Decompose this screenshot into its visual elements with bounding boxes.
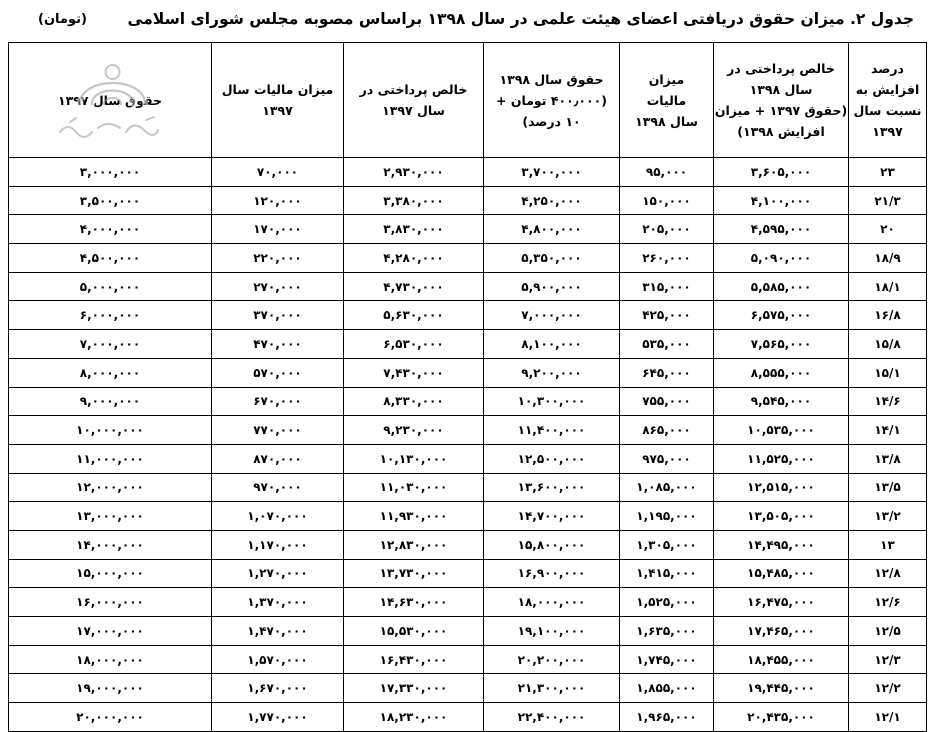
- cell-tax-1397: ۷۷۰,۰۰۰: [212, 416, 344, 445]
- cell-net-pay-1397: ۴,۷۳۰,۰۰۰: [344, 272, 484, 301]
- cell-tax-1398: ۷۵۵,۰۰۰: [620, 387, 714, 416]
- cell-net-pay-1397: ۲,۹۳۰,۰۰۰: [344, 158, 484, 187]
- header-line: خالص پرداختی در: [359, 82, 468, 97]
- table-row: [9, 645, 927, 674]
- table-row: [9, 502, 927, 531]
- header-line: سال ۱۳۹۸: [635, 113, 698, 129]
- cell-salary-1397: ۱۴,۰۰۰,۰۰۰: [9, 530, 212, 559]
- cell-tax-1397: ۶۷۰,۰۰۰: [212, 387, 344, 416]
- cell-salary-1398: ۵,۹۰۰,۰۰۰: [484, 272, 620, 301]
- cell-salary-1398: ۷,۰۰۰,۰۰۰: [484, 301, 620, 330]
- cell-tax-1397: ۱,۶۷۰,۰۰۰: [212, 674, 344, 703]
- cell-tax-1398: ۲۶۰,۰۰۰: [620, 244, 714, 273]
- cell-salary-1398: ۱۴,۷۰۰,۰۰۰: [484, 502, 620, 531]
- cell-tax-1398: ۸۶۵,۰۰۰: [620, 416, 714, 445]
- header-line: افزایش ۱۳۹۸): [737, 124, 825, 139]
- cell-net-pay-1397: ۱۴,۶۳۰,۰۰۰: [344, 588, 484, 617]
- cell-salary-1398: ۱۲,۵۰۰,۰۰۰: [484, 444, 620, 473]
- cell-salary-1398: ۲۱,۳۰۰,۰۰۰: [484, 674, 620, 703]
- cell-salary-1398: ۹,۲۰۰,۰۰۰: [484, 358, 620, 387]
- cell-tax-1398: ۱,۰۸۵,۰۰۰: [620, 473, 714, 502]
- cell-salary-1397: ۳,۵۰۰,۰۰۰: [9, 186, 212, 215]
- cell-tax-1398: ۳۱۵,۰۰۰: [620, 272, 714, 301]
- cell-tax-1397: ۷۰,۰۰۰: [212, 158, 344, 187]
- cell-net-pay-1398: ۲۰,۴۳۵,۰۰۰: [714, 703, 849, 732]
- cell-net-pay-1398: ۱۲,۵۱۵,۰۰۰: [714, 473, 849, 502]
- cell-tax-1397: ۹۷۰,۰۰۰: [212, 473, 344, 502]
- cell-salary-1397: ۸,۰۰۰,۰۰۰: [9, 358, 212, 387]
- cell-increase-percent: ۱۳: [849, 530, 927, 559]
- cell-increase-percent: ۱۶/۸: [849, 301, 927, 330]
- cell-salary-1397: ۱۵,۰۰۰,۰۰۰: [9, 559, 212, 588]
- table-row: [9, 301, 927, 330]
- cell-salary-1397: ۱۰,۰۰۰,۰۰۰: [9, 416, 212, 445]
- cell-net-pay-1397: ۳,۸۳۰,۰۰۰: [344, 215, 484, 244]
- cell-net-pay-1397: ۴,۲۸۰,۰۰۰: [344, 244, 484, 273]
- header-line: درصد: [871, 61, 904, 76]
- header-net-pay-1397: [344, 43, 484, 158]
- cell-net-pay-1398: ۸,۵۵۵,۰۰۰: [714, 358, 849, 387]
- cell-salary-1397: ۶,۰۰۰,۰۰۰: [9, 301, 212, 330]
- cell-tax-1398: ۱,۹۶۵,۰۰۰: [620, 703, 714, 732]
- header-line: (حقوق ۱۳۹۷ + میزان: [714, 103, 848, 118]
- table-row: [9, 703, 927, 732]
- document-header: [0, 0, 932, 42]
- cell-net-pay-1398: ۱۷,۴۶۵,۰۰۰: [714, 617, 849, 646]
- cell-salary-1398: ۱۱,۴۰۰,۰۰۰: [484, 416, 620, 445]
- cell-net-pay-1398: ۱۹,۴۴۵,۰۰۰: [714, 674, 849, 703]
- table-row: [9, 674, 927, 703]
- header-line: (۴۰۰٫۰۰۰ تومان +: [496, 92, 607, 108]
- cell-tax-1397: ۲۲۰,۰۰۰: [212, 244, 344, 273]
- header-line: ۱۰ درصد): [522, 113, 581, 129]
- cell-net-pay-1398: ۱۱,۵۲۵,۰۰۰: [714, 444, 849, 473]
- cell-salary-1397: ۱۳,۰۰۰,۰۰۰: [9, 502, 212, 531]
- cell-increase-percent: ۱۸/۹: [849, 244, 927, 273]
- table-row: [9, 588, 927, 617]
- header-line: حقوق سال ۱۳۹۸: [499, 71, 604, 87]
- cell-salary-1397: ۹,۰۰۰,۰۰۰: [9, 387, 212, 416]
- cell-salary-1398: ۱۶,۹۰۰,۰۰۰: [484, 559, 620, 588]
- header-tax-1397: [212, 43, 344, 158]
- cell-tax-1398: ۱۵۰,۰۰۰: [620, 186, 714, 215]
- header-line: افزایش به: [855, 82, 920, 97]
- header-row: [9, 43, 927, 158]
- cell-salary-1398: ۱۵,۸۰۰,۰۰۰: [484, 530, 620, 559]
- table-row: [9, 444, 927, 473]
- cell-increase-percent: ۲۰: [849, 215, 927, 244]
- header-line: نسبت سال: [853, 103, 922, 118]
- cell-tax-1398: ۹۵,۰۰۰: [620, 158, 714, 187]
- table-title: جدول ۲. میزان حقوق دریافتی اعضای هیئت علمی در سال ۱۳۹۸ براساس مصوبه مجلس شورای اسلامی: [127, 10, 914, 28]
- cell-salary-1397: ۷,۰۰۰,۰۰۰: [9, 330, 212, 359]
- header-salary-1397: [9, 43, 212, 158]
- cell-salary-1397: ۱۹,۰۰۰,۰۰۰: [9, 674, 212, 703]
- cell-increase-percent: ۱۲/۵: [849, 617, 927, 646]
- cell-net-pay-1397: ۸,۳۳۰,۰۰۰: [344, 387, 484, 416]
- cell-salary-1397: ۳,۰۰۰,۰۰۰: [9, 158, 212, 187]
- cell-net-pay-1397: ۹,۲۳۰,۰۰۰: [344, 416, 484, 445]
- cell-tax-1398: ۱,۳۰۵,۰۰۰: [620, 530, 714, 559]
- cell-net-pay-1398: ۹,۵۴۵,۰۰۰: [714, 387, 849, 416]
- cell-net-pay-1397: ۱۱,۰۳۰,۰۰۰: [344, 473, 484, 502]
- salary-table: [8, 42, 927, 732]
- cell-salary-1397: ۱۸,۰۰۰,۰۰۰: [9, 645, 212, 674]
- cell-tax-1397: ۱,۷۷۰,۰۰۰: [212, 703, 344, 732]
- header-salary-1398: [484, 43, 620, 158]
- cell-salary-1398: ۱۸,۰۰۰,۰۰۰: [484, 588, 620, 617]
- cell-tax-1397: ۱,۲۷۰,۰۰۰: [212, 559, 344, 588]
- cell-tax-1397: ۱,۰۷۰,۰۰۰: [212, 502, 344, 531]
- cell-tax-1397: ۳۷۰,۰۰۰: [212, 301, 344, 330]
- cell-salary-1398: ۳,۷۰۰,۰۰۰: [484, 158, 620, 187]
- cell-tax-1398: ۵۳۵,۰۰۰: [620, 330, 714, 359]
- table-row: [9, 530, 927, 559]
- header-line: حقوق سال ۱۳۹۷: [57, 92, 163, 108]
- cell-net-pay-1397: ۱۶,۴۳۰,۰۰۰: [344, 645, 484, 674]
- cell-tax-1398: ۴۲۵,۰۰۰: [620, 301, 714, 330]
- header-line: سال ۱۳۹۸: [749, 82, 813, 97]
- cell-net-pay-1398: ۱۶,۴۷۵,۰۰۰: [714, 588, 849, 617]
- cell-tax-1397: ۱,۴۷۰,۰۰۰: [212, 617, 344, 646]
- header-line: ۱۳۹۷: [262, 103, 293, 118]
- cell-net-pay-1398: ۱۸,۴۵۵,۰۰۰: [714, 645, 849, 674]
- table-row: [9, 416, 927, 445]
- cell-tax-1398: ۱,۴۱۵,۰۰۰: [620, 559, 714, 588]
- cell-tax-1397: ۱,۳۷۰,۰۰۰: [212, 588, 344, 617]
- cell-net-pay-1398: ۳,۶۰۵,۰۰۰: [714, 158, 849, 187]
- table-row: [9, 158, 927, 187]
- header-line: ۱۳۹۷: [872, 124, 903, 139]
- cell-salary-1397: ۴,۵۰۰,۰۰۰: [9, 244, 212, 273]
- cell-increase-percent: ۱۲/۲: [849, 674, 927, 703]
- cell-net-pay-1398: ۵,۵۸۵,۰۰۰: [714, 272, 849, 301]
- cell-salary-1398: ۲۲,۴۰۰,۰۰۰: [484, 703, 620, 732]
- cell-net-pay-1398: ۱۵,۴۸۵,۰۰۰: [714, 559, 849, 588]
- table-row: [9, 387, 927, 416]
- table-row: [9, 358, 927, 387]
- cell-salary-1398: ۸,۱۰۰,۰۰۰: [484, 330, 620, 359]
- cell-tax-1398: ۱,۶۳۵,۰۰۰: [620, 617, 714, 646]
- cell-tax-1397: ۸۷۰,۰۰۰: [212, 444, 344, 473]
- cell-salary-1398: ۱۹,۱۰۰,۰۰۰: [484, 617, 620, 646]
- cell-salary-1398: ۱۳,۶۰۰,۰۰۰: [484, 473, 620, 502]
- cell-increase-percent: ۱۵/۸: [849, 330, 927, 359]
- table-row: [9, 473, 927, 502]
- table-body: [9, 158, 927, 732]
- table-row: [9, 215, 927, 244]
- cell-salary-1397: ۱۱,۰۰۰,۰۰۰: [9, 444, 212, 473]
- cell-net-pay-1398: ۱۴,۴۹۵,۰۰۰: [714, 530, 849, 559]
- cell-salary-1397: ۴,۰۰۰,۰۰۰: [9, 215, 212, 244]
- cell-net-pay-1397: ۱۲,۸۳۰,۰۰۰: [344, 530, 484, 559]
- cell-net-pay-1397: ۳,۳۸۰,۰۰۰: [344, 186, 484, 215]
- cell-tax-1397: ۱۷۰,۰۰۰: [212, 215, 344, 244]
- currency-unit: (تومان): [38, 12, 87, 27]
- cell-salary-1397: ۵,۰۰۰,۰۰۰: [9, 272, 212, 301]
- cell-increase-percent: ۱۲/۱: [849, 703, 927, 732]
- table-row: [9, 272, 927, 301]
- cell-tax-1398: ۲۰۵,۰۰۰: [620, 215, 714, 244]
- cell-salary-1398: ۱۰,۳۰۰,۰۰۰: [484, 387, 620, 416]
- cell-net-pay-1398: ۴,۵۹۵,۰۰۰: [714, 215, 849, 244]
- header-tax-1398: [620, 43, 714, 158]
- cell-increase-percent: ۱۵/۱: [849, 358, 927, 387]
- header-line: سال ۱۳۹۷: [382, 103, 445, 118]
- cell-salary-1398: ۲۰,۲۰۰,۰۰۰: [484, 645, 620, 674]
- cell-salary-1398: ۵,۳۵۰,۰۰۰: [484, 244, 620, 273]
- cell-tax-1398: ۹۷۵,۰۰۰: [620, 444, 714, 473]
- cell-tax-1398: ۱,۵۲۵,۰۰۰: [620, 588, 714, 617]
- cell-increase-percent: ۲۳: [849, 158, 927, 187]
- cell-tax-1397: ۱,۵۷۰,۰۰۰: [212, 645, 344, 674]
- cell-net-pay-1397: ۶,۵۳۰,۰۰۰: [344, 330, 484, 359]
- header-increase-percent: [849, 43, 927, 158]
- table-row: [9, 617, 927, 646]
- cell-salary-1398: ۴,۸۰۰,۰۰۰: [484, 215, 620, 244]
- cell-tax-1398: ۱,۱۹۵,۰۰۰: [620, 502, 714, 531]
- header-net-pay-1398: [714, 43, 849, 158]
- cell-net-pay-1397: ۱۵,۵۳۰,۰۰۰: [344, 617, 484, 646]
- cell-increase-percent: ۲۱/۳: [849, 186, 927, 215]
- cell-net-pay-1397: ۱۱,۹۳۰,۰۰۰: [344, 502, 484, 531]
- cell-net-pay-1398: ۶,۵۷۵,۰۰۰: [714, 301, 849, 330]
- cell-increase-percent: ۱۴/۱: [849, 416, 927, 445]
- cell-tax-1397: ۴۷۰,۰۰۰: [212, 330, 344, 359]
- cell-salary-1398: ۴,۲۵۰,۰۰۰: [484, 186, 620, 215]
- cell-increase-percent: ۱۲/۶: [849, 588, 927, 617]
- cell-increase-percent: ۱۲/۳: [849, 645, 927, 674]
- cell-tax-1397: ۱,۱۷۰,۰۰۰: [212, 530, 344, 559]
- table-row: [9, 186, 927, 215]
- cell-increase-percent: ۱۳/۲: [849, 502, 927, 531]
- cell-salary-1397: ۱۲,۰۰۰,۰۰۰: [9, 473, 212, 502]
- cell-net-pay-1398: ۴,۱۰۰,۰۰۰: [714, 186, 849, 215]
- cell-net-pay-1397: ۱۰,۱۳۰,۰۰۰: [344, 444, 484, 473]
- cell-net-pay-1397: ۱۳,۷۳۰,۰۰۰: [344, 559, 484, 588]
- cell-net-pay-1397: ۷,۴۳۰,۰۰۰: [344, 358, 484, 387]
- cell-tax-1398: ۱,۷۴۵,۰۰۰: [620, 645, 714, 674]
- cell-tax-1398: ۶۴۵,۰۰۰: [620, 358, 714, 387]
- cell-net-pay-1398: ۱۰,۵۳۵,۰۰۰: [714, 416, 849, 445]
- cell-net-pay-1398: ۷,۵۶۵,۰۰۰: [714, 330, 849, 359]
- table-row: [9, 330, 927, 359]
- cell-tax-1397: ۲۷۰,۰۰۰: [212, 272, 344, 301]
- cell-net-pay-1397: ۵,۶۳۰,۰۰۰: [344, 301, 484, 330]
- cell-increase-percent: ۱۸/۱: [849, 272, 927, 301]
- cell-increase-percent: ۱۳/۵: [849, 473, 927, 502]
- cell-salary-1397: ۲۰,۰۰۰,۰۰۰: [9, 703, 212, 732]
- cell-increase-percent: ۱۴/۶: [849, 387, 927, 416]
- cell-increase-percent: ۱۳/۸: [849, 444, 927, 473]
- header-line: مالیات: [646, 92, 687, 108]
- cell-tax-1398: ۱,۸۵۵,۰۰۰: [620, 674, 714, 703]
- cell-net-pay-1398: ۱۳,۵۰۵,۰۰۰: [714, 502, 849, 531]
- header-line: خالص پرداختی در: [727, 61, 835, 76]
- cell-salary-1397: ۱۶,۰۰۰,۰۰۰: [9, 588, 212, 617]
- cell-tax-1397: ۱۲۰,۰۰۰: [212, 186, 344, 215]
- cell-tax-1397: ۵۷۰,۰۰۰: [212, 358, 344, 387]
- cell-net-pay-1397: ۱۸,۲۳۰,۰۰۰: [344, 703, 484, 732]
- cell-net-pay-1397: ۱۷,۳۳۰,۰۰۰: [344, 674, 484, 703]
- cell-net-pay-1398: ۵,۰۹۰,۰۰۰: [714, 244, 849, 273]
- header-line: میزان: [648, 71, 685, 87]
- cell-salary-1397: ۱۷,۰۰۰,۰۰۰: [9, 617, 212, 646]
- header-line: میزان مالیات سال: [221, 82, 334, 97]
- cell-increase-percent: ۱۲/۸: [849, 559, 927, 588]
- table-row: [9, 559, 927, 588]
- table-row: [9, 244, 927, 273]
